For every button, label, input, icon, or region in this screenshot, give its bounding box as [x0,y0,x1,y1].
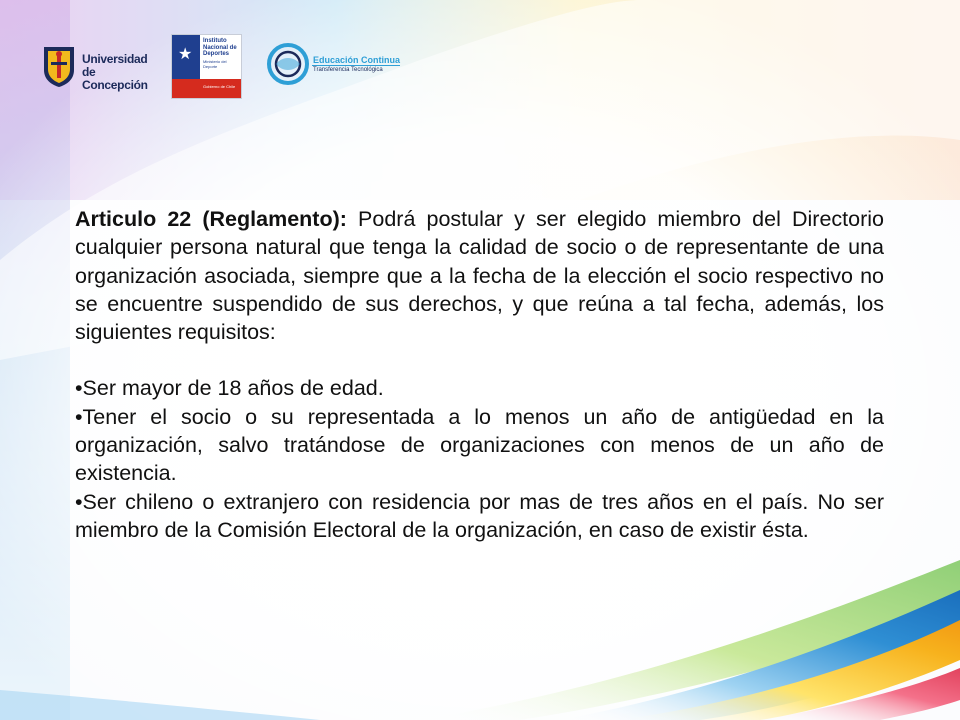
article-content [75,205,884,544]
ind-title [203,38,237,58]
ind-footer: Gobierno de Chile [203,84,236,89]
article-paragraph [75,205,884,346]
ec-circle-icon [266,42,310,86]
requirement-text: Ser mayor de 18 años de edad. [82,376,384,401]
ind-title-line2: Nacional de [203,44,237,51]
requirement-text: Tener el socio o su representada a lo menos un año de antigüedad en la organización, salvo tratándose de organizaciones con menos de un año de existencia. [75,404,884,486]
udec-shield-icon [42,44,76,88]
ec-subtitle: Transferencia Tecnológica [313,67,383,73]
ind-title-line3: Deportes [203,51,230,57]
educacion-continua-logo [266,42,406,86]
star-icon: ★ [178,46,193,63]
ind-blue-block [172,35,200,79]
ec-title: Educación Continua [313,55,401,65]
requirement-item [75,488,884,545]
article-heading: Articulo 22 (Reglamento): [75,207,347,231]
universidad-de-concepcion-logo [42,44,160,92]
ind-subtitle: Ministerio del Deporte [203,59,227,69]
bullet-icon: • [75,376,83,401]
bullet-icon: • [75,404,83,429]
bullet-icon: • [75,489,83,514]
ind-title-line1: Instituto [203,38,227,44]
ind-logo [171,34,242,99]
udec-line2: de Concepción [82,65,148,92]
requirement-text: Ser chileno o extranjero con residencia por mas de tres años en el país. No ser miembro de la Comisión Electoral de la organización, en caso de existir ésta. [75,489,884,542]
spacer [75,346,884,374]
udec-line1: Universidad [82,52,148,66]
ec-divider [312,65,400,66]
udec-wordmark [82,53,160,92]
article-text: Podrá postular y ser elegido miembro del Directorio cualquier persona natural que tenga la calidad de socio o de representante de una organización asociada, siempre que a la fecha de la elección el socio respectivo no se encuentre suspendido de sus derechos, y que reúna a tal fecha, además, los siguientes requisitos: [75,207,884,345]
requirement-item [75,403,884,488]
requirement-item [75,374,884,402]
